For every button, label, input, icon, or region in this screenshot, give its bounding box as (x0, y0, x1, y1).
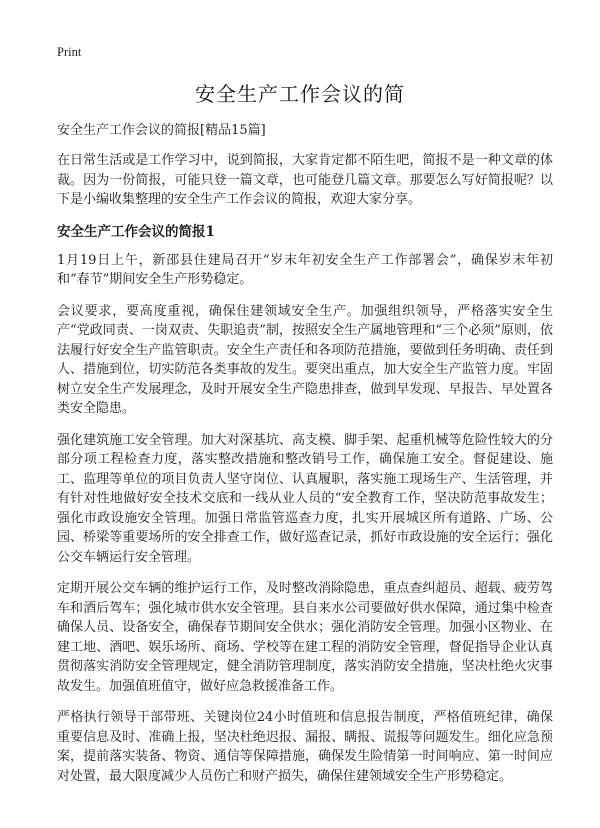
section-heading: 安全生产工作会议的简报1 (57, 223, 215, 240)
body-paragraph-1: 1月19日上午，新邵县住建局召开“岁末年初安全生产工作部署会”，确保岁末年初和“春节”期间安全生产形势稳定。 (57, 252, 553, 287)
intro-paragraph: 在日常生活或是工作学习中，说到简报，大家肯定都不陌生吧，简报不是一种文章的体裁。因为一份简报，可能只登一篇文章，也可能登几篇文章。那要怎么写好简报呢？以下是小编收集整理的安全生产工作会议的简报，欢迎大家分享。 (57, 153, 553, 207)
body-paragraph-5: 严格执行领导干部带班、关键岗位24小时值班和信息报告制度，严格值班纪律，确保重要信息及时、准确上报，坚决杜绝迟报、漏报、瞒报、谎报等问题发生。细化应急预案，提前落实装备、物资、通信等保障措施，确保发生险情第一时间响应、第一时间应对处置，最大限度减少人员伤亡和财产损失，确保住建领域安全生产形势稳定。 (57, 710, 553, 784)
document-subtitle: 安全生产工作会议的简报[精品15篇] (57, 123, 266, 138)
print-label: Print (57, 45, 82, 59)
body-paragraph-4: 定期开展公交车辆的维护运行工作，及时整改消除隐患，重点查纠超员、超载、疲劳驾车和酒后驾车；强化城市供水安全管理。县自来水公司要做好供水保障，通过集中检查确保人员、设备安全，确保春节期间安全供水；强化消防安全管理。加强小区物业、在建工地、酒吧、娱乐场所、商场、学校等在建工程的消防安全管理，督促指导企业认真贯彻落实消防安全管理规定，健全消防管理制度，落实消防安全措施，坚决杜绝火灾事故发生。加强值班值守，做好应急救援准备工作。 (57, 581, 553, 694)
document-title: 安全生产工作会议的简 (195, 82, 405, 106)
body-paragraph-3: 强化建筑施工安全管理。加大对深基坑、高支模、脚手架、起重机械等危险性较大的分部分项工程检查力度，落实整改措施和整改销号工作，确保施工安全。督促建设、施工、监理等单位的项目负责人坚守岗位、认真履职，落实施工现场生产、生活管理，并有针对性地做好安全技术交底和一线从业人员的“安全教育工作，坚决防范事故发生；强化市政设施安全管理。加强日常监管巡查力度，扎实开展城区所有道路、广场、公园、桥梁等重要场所的安全排查工作，做好巡查记录，抓好市政设施的安全运行；强化公交车辆运行安全管理。 (57, 432, 553, 565)
body-paragraph-2: 会议要求，要高度重视，确保住建领域安全生产。加强组织领导，严格落实安全生产“党政同责、一岗双责、失职追责”制，按照安全生产属地管理和“三个必须”原则，依法履行好安全生产监管职责。安全生产责任和各项防范措施，要做到任务明确、责任到人、措施到位，切实防范各类事故的发生。要突出重点，加大安全生产监管力度。牢固树立安全生产发展理念，及时开展安全生产隐患排查，做到早发现、早报告、早处置各类安全隐患。 (57, 303, 553, 416)
document-body (57, 120, 553, 798)
